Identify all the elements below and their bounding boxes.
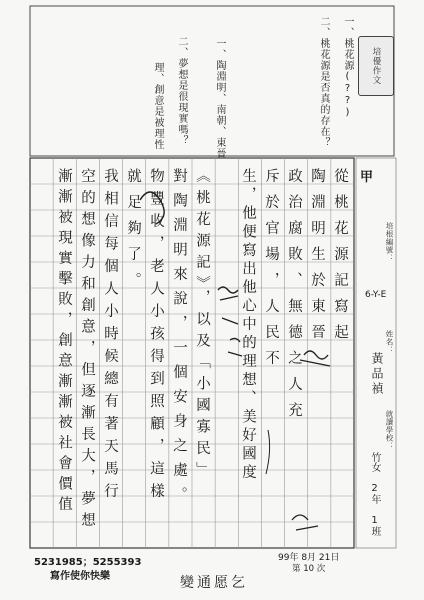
phone-text: 5231985；5255393 [34,557,142,568]
teacher-comment: 變通愿乞 [180,575,248,591]
essay-column: 就足夠了。 [125,168,141,298]
date-text: 99年 8月 21日 [278,553,340,563]
slogan-text: 寫作使你快樂 [50,571,110,582]
note-3: 一、陶淵明、南朝、東晉 [214,38,225,159]
essay-column: 漸漸被現實擊敗，創意漸漸被社會價值 [56,168,72,517]
essay-column: 物豐收，老人小孩得到照顧，這樣 [148,168,164,506]
school-value: 竹女 2年 1班 [369,452,380,536]
essay-column: 生，他便寫出他心中的理想、美好國度 [240,168,256,483]
note-2: 二、桃花源是否真的存在？ [318,16,329,148]
essay-column: 政治腐敗、無德之人充 [286,168,302,428]
essay-column: 我相信每個人小時候總有著天馬行 [102,168,118,506]
essay-column: 《桃花源記》，以及「小國寡民」 [194,168,210,484]
essay-column: 空的想像力和創意，但逐漸長大，夢想 [79,168,95,534]
note-4: 二、夢想是很現實嗎？ [176,36,187,146]
essay-column: 陶淵明生於東晉 [309,168,325,350]
name-label: 姓名： [385,330,394,354]
essay-column: 從桃花源記寫起 [332,168,348,350]
note-1: 一、桃花源(??) [342,16,353,119]
essay-column: 對陶淵明來說，一個安身之處。 [171,168,187,511]
note-5: 理、創意是被理性 [152,62,163,150]
essay-column: 斥於官場，人民不 [263,168,279,376]
id-value: 6-Y-E [365,290,387,300]
name-value: 黃品禎 [370,352,384,397]
publication-stamp: 培優作文 [358,36,394,96]
grade-mark: 甲 [360,170,374,185]
page-count: 第 10 次 [292,564,326,574]
id-label: 培根編號： [385,222,394,262]
school-label: 就讀學校： [385,410,394,450]
